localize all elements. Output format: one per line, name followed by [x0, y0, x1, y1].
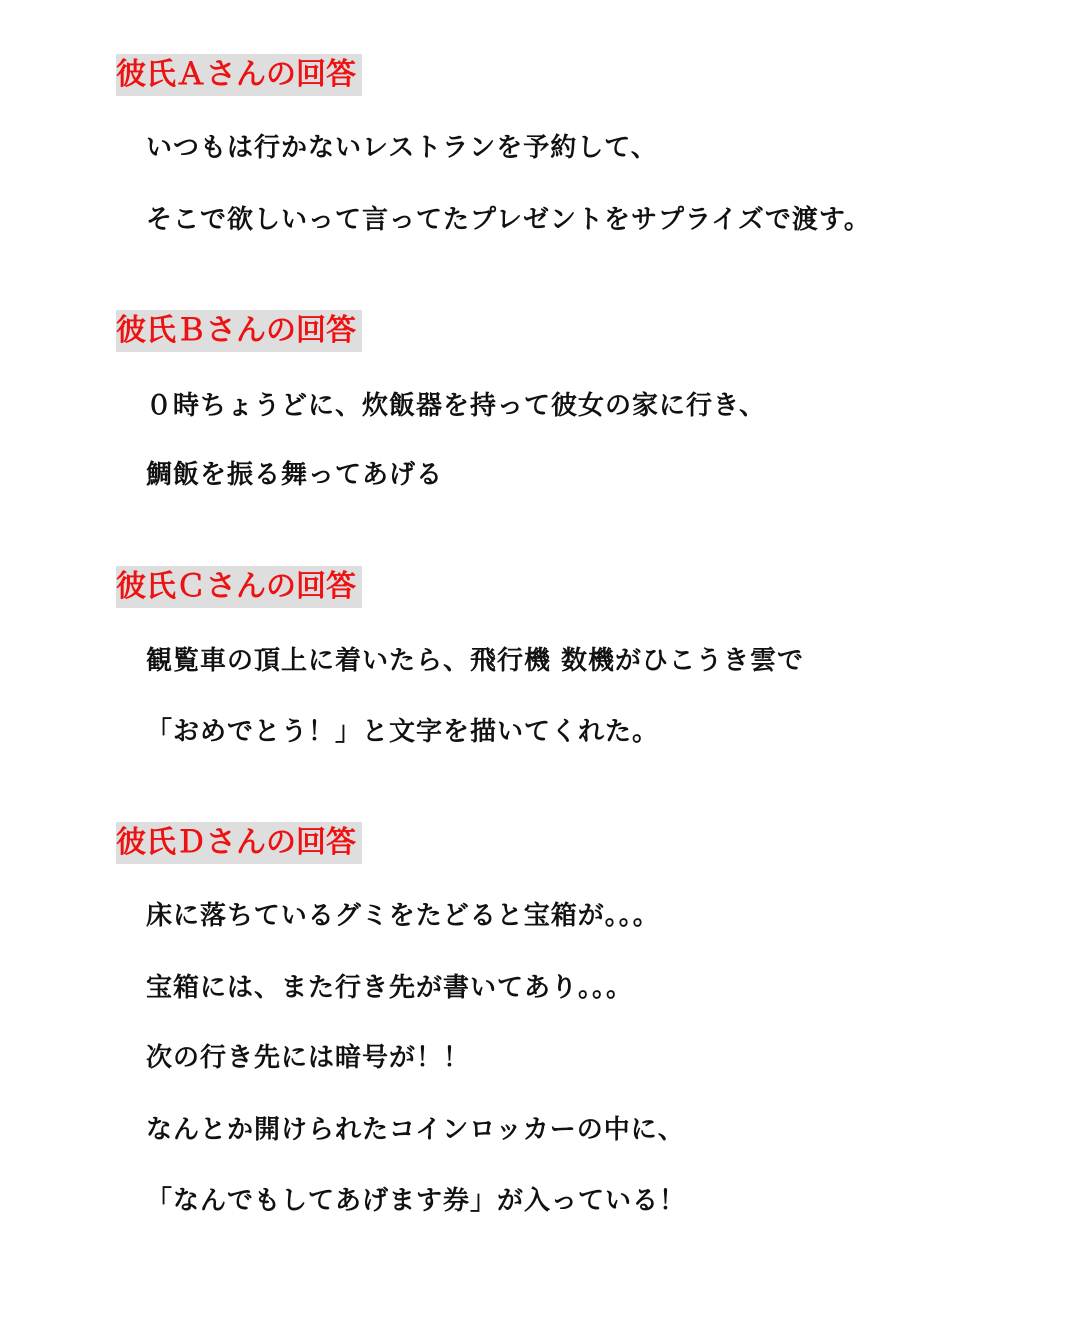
answer-d-heading: 彼氏Ｄさんの回答	[116, 822, 362, 864]
answer-d-line-4: なんとか開けられたコインロッカーの中に、	[146, 1115, 685, 1145]
answer-a-line-1: いつもは行かないレストランを予約して、	[146, 133, 658, 163]
answer-d-line-5: 「なんでもしてあげます券」が入っている！	[146, 1186, 687, 1216]
answer-d-line-3: 次の行き先には暗号が！！	[146, 1043, 471, 1073]
answer-d-line-1: 床に落ちているグミをたどると宝箱が。。。	[146, 901, 660, 931]
answer-c-line-2: 「おめでとう！」と文字を描いてくれた。	[146, 717, 660, 747]
answer-b-line-2: 鯛飯を振る舞ってあげる	[146, 460, 444, 490]
answer-a-line-2: そこで欲しいって言ってたプレゼントをサプライズで渡す。	[146, 205, 871, 235]
answer-b-line-1: ０時ちょうどに、炊飯器を持って彼女の家に行き、	[146, 391, 766, 421]
answer-c-heading: 彼氏Ｃさんの回答	[116, 566, 362, 608]
answer-d-line-2: 宝箱には、また行き先が書いてあり。。。	[146, 973, 634, 1003]
answer-b-heading: 彼氏Ｂさんの回答	[116, 310, 362, 352]
answer-c-line-1: 観覧車の頂上に着いたら、飛行機 数機がひこうき雲で	[146, 646, 805, 676]
answer-a-heading: 彼氏Ａさんの回答	[116, 54, 362, 96]
